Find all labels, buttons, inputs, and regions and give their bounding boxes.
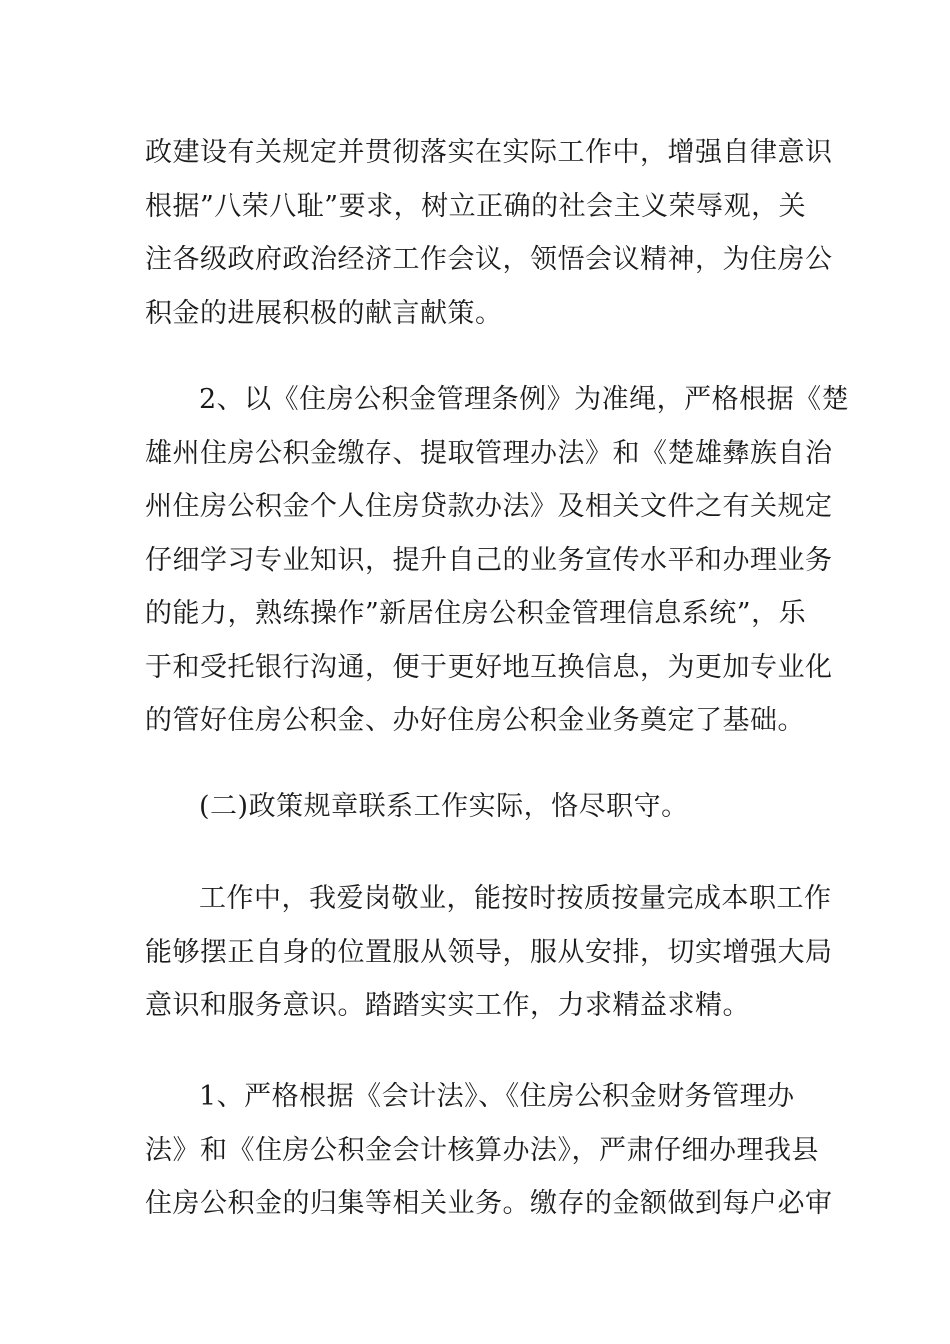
text-line: 的管好住房公积金、办好住房公积金业务奠定了基础。 <box>145 705 805 736</box>
text-line: 积金的进展积极的献言献策。 <box>145 297 503 329</box>
paragraph-4 <box>145 1070 833 1231</box>
text-line: 法》和《住房公积金会计核算办法》，严肃仔细办理我县 <box>145 1134 819 1166</box>
text-line: 工作中，我爱岗敬业，能按时按质按量完成本职工作 <box>199 883 832 914</box>
text-line: 根据”八荣八耻”要求，树立正确的社会主义荣辱观，关 <box>145 190 807 222</box>
text-line: 的能力，熟练操作”新居住房公积金管理信息系统”，乐 <box>145 598 807 629</box>
text-line: 政建设有关规定并贯彻落实在实际工作中，增强自律意识 <box>145 137 833 168</box>
paragraph-1 <box>145 126 833 340</box>
text-line: 雄州住房公积金缴存、提取管理办法》和《楚雄彝族自治 <box>145 437 833 469</box>
paragraph-2 <box>145 373 850 748</box>
text-line: 2、以《住房公积金管理条例》为准绳，严格根据《楚 <box>199 384 850 415</box>
text-line: (二)政策规章联系工作实际，恪尽职守。 <box>199 791 689 822</box>
section-heading <box>145 780 815 834</box>
text-line: 1、严格根据《会计法》、《住房公积金财务管理办 <box>199 1081 795 1112</box>
paragraph-3 <box>145 872 833 1033</box>
text-line: 州住房公积金个人住房贷款办法》及相关文件之有关规定 <box>145 491 833 522</box>
text-line: 于和受托银行沟通，便于更好地互换信息，为更加专业化 <box>145 651 833 683</box>
text-line: 注各级政府政治经济工作会议，领悟会议精神，为住房公 <box>145 244 833 275</box>
text-line: 能够摆正自身的位置服从领导，服从安排，切实增强大局 <box>145 936 833 968</box>
text-line: 意识和服务意识。踏踏实实工作，力求精益求精。 <box>145 990 750 1021</box>
text-line: 住房公积金的归集等相关业务。缴存的金额做到每户必审 <box>145 1188 833 1219</box>
text-line: 仔细学习专业知识，提升自己的业务宣传水平和办理业务 <box>145 544 833 576</box>
